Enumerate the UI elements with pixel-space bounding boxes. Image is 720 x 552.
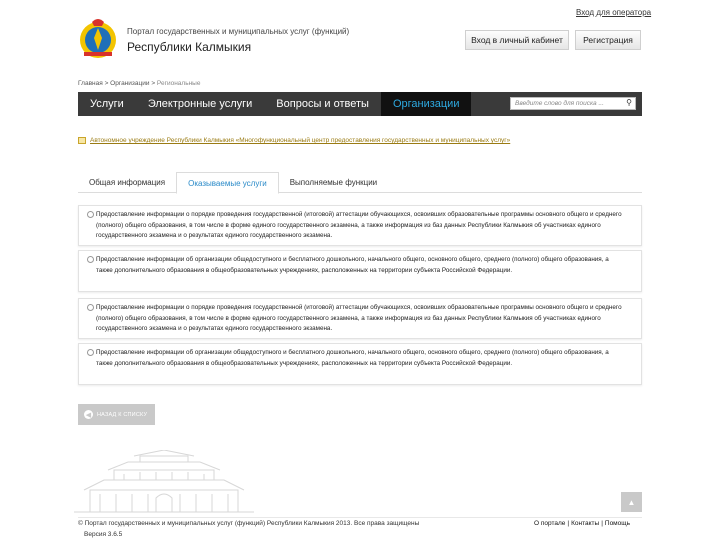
service-list-item[interactable] — [78, 343, 642, 385]
search-input[interactable] — [510, 97, 636, 110]
service-list-item[interactable] — [78, 250, 642, 292]
personal-cabinet-login-button[interactable]: Вход в личный кабинет — [465, 30, 569, 50]
breadcrumb-organizations[interactable]: Организации — [110, 80, 150, 87]
service-radio[interactable] — [87, 211, 94, 218]
service-list-item[interactable] — [78, 298, 642, 339]
footer-link-separator: | — [601, 520, 603, 527]
footer-link-contacts[interactable]: Контакты — [571, 520, 600, 527]
main-navigation — [78, 92, 642, 116]
service-radio[interactable] — [87, 304, 94, 311]
republic-title: Республики Калмыкия — [127, 40, 252, 54]
service-description[interactable]: Предоставление информации о порядке проведения государственной (итоговой) аттестации обучающихся, освоивших образовательные программы основного общего и среднего (полного) общего образования, в том числе в форме единого государственного экзамена, а также информация из баз данных Республики Калмыкия об участниках единого государственного экзамена и о результатах единого государственного экзамена. — [96, 304, 622, 332]
tab-provided-services[interactable]: Оказываемые услуги — [176, 172, 279, 194]
organization-name[interactable]: Автономное учреждение Республики Калмыкия «Многофункциональный центр предоставления государственных и муниципальных услуг» — [90, 137, 511, 144]
palace-illustration — [70, 450, 258, 516]
service-description[interactable]: Предоставление информации о порядке проведения государственной (итоговой) аттестации обучающихся, освоивших образовательные программы основного общего и среднего (полного) общего образования, в том числе в форме единого государственного экзамена, а также информация из баз данных Республики Калмыкия об участниках единого государственного экзамена и о результатах единого государственного экзамена. — [96, 211, 622, 239]
breadcrumb-separator: > — [104, 80, 109, 87]
register-button[interactable]: Регистрация — [575, 30, 641, 50]
footer-divider — [78, 517, 642, 518]
footer-link-help[interactable]: Помощь — [604, 520, 630, 527]
organization-icon — [78, 137, 86, 144]
service-description[interactable]: Предоставление информации об организации общедоступного и бесплатного дошкольного, начального общего, основного общего, среднего (полного) общего образования, а также дополнительного образования в общеобразовательных учреждениях, расположенных на территории субъекта Российской Федерации. — [96, 256, 609, 274]
breadcrumb-current: Региональные — [156, 80, 201, 87]
nav-item-faq[interactable]: Вопросы и ответы — [276, 98, 369, 110]
nav-item-electronic-services[interactable]: Электронные услуги — [147, 98, 253, 110]
kalmykia-emblem-logo[interactable] — [78, 16, 118, 62]
operator-login-link[interactable]: Вход для оператора — [576, 8, 652, 17]
arrow-up-icon: ▲ — [627, 497, 636, 507]
nav-item-organizations[interactable]: Организации — [381, 92, 472, 116]
search-icon[interactable]: ⚲ — [626, 98, 632, 107]
back-to-list-button[interactable] — [78, 404, 155, 425]
tab-bar — [78, 172, 642, 193]
service-radio[interactable] — [87, 349, 94, 356]
breadcrumb-home[interactable]: Главная — [78, 80, 103, 87]
arrow-left-icon: ◀ — [85, 411, 92, 419]
search-placeholder: Введите слово для поиска ... — [515, 100, 604, 107]
breadcrumb — [78, 80, 200, 87]
scroll-to-top-button[interactable] — [621, 492, 642, 512]
service-list-item[interactable] — [78, 205, 642, 246]
footer-link-separator: | — [567, 520, 570, 527]
tab-general-info[interactable]: Общая информация — [89, 178, 166, 187]
back-to-list-label: НАЗАД К СПИСКУ — [97, 411, 148, 418]
service-description[interactable]: Предоставление информации об организации общедоступного и бесплатного дошкольного, начального общего, основного общего, среднего (полного) общего образования, а также дополнительного образования в общеобразовательных учреждениях, расположенных на территории субъекта Российской Федерации. — [96, 349, 609, 367]
portal-title: Портал государственных и муниципальных услуг (функций) — [127, 27, 350, 36]
footer-version: Версия 3.6.5 — [84, 531, 123, 538]
organization-link[interactable] — [78, 137, 510, 144]
nav-item-services[interactable]: Услуги — [90, 98, 124, 110]
footer-link-about[interactable]: О портале — [534, 520, 566, 527]
breadcrumb-separator: > — [151, 80, 156, 87]
service-radio[interactable] — [87, 256, 94, 263]
tab-functions[interactable]: Выполняемые функции — [289, 178, 378, 187]
footer-copyright: © Портал государственных и муниципальных услуг (функций) Республики Калмыкия 2013. Все права защищены — [78, 520, 420, 527]
footer-links — [534, 520, 630, 527]
